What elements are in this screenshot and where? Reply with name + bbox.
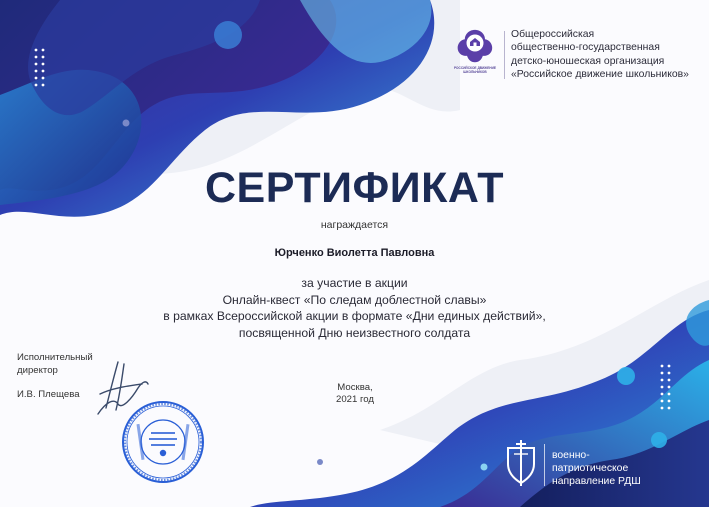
award-reason xyxy=(0,275,709,341)
organization-header xyxy=(449,27,704,83)
location-year: 2021 год xyxy=(335,394,375,405)
direction-label xyxy=(552,450,641,488)
direction-divider xyxy=(544,444,545,486)
header-divider xyxy=(504,31,505,79)
org-name-line: Общероссийская xyxy=(511,29,595,40)
logo-caption: РОССИЙСКОЕ ДВИЖЕНИЕ ШКОЛЬНИКОВ xyxy=(453,66,497,74)
shield-sword-icon xyxy=(504,438,538,488)
direction-line: направление РДШ xyxy=(552,475,641,487)
signatory-name: И.В. Плещева xyxy=(17,389,80,400)
org-name-line: детско-юношеская организация xyxy=(511,55,665,67)
certificate-title: СЕРТИФИКАТ xyxy=(204,164,505,212)
org-name-line: «Российское движение школьников» xyxy=(511,69,689,81)
direction-line: военно- xyxy=(552,450,590,461)
recipient-name: Юрченко Виолетта Павловна xyxy=(274,247,435,259)
signatory-title-line: Исполнительный xyxy=(17,352,93,363)
round-stamp xyxy=(121,400,205,484)
certificate-subtitle: награждается xyxy=(320,219,389,231)
location-date xyxy=(300,382,410,406)
location-city: Москва, xyxy=(337,382,373,393)
direction-block xyxy=(504,438,704,493)
direction-line: патриотическое xyxy=(552,462,629,474)
signatory-title-line: директор xyxy=(17,364,58,376)
org-name-line: общественно-государственная xyxy=(511,42,660,54)
reason-line: посвященной Дню неизвестного солдата xyxy=(238,325,471,340)
reason-line: Онлайн-квест «По следам доблестной славы» xyxy=(222,292,487,307)
organization-name xyxy=(511,28,706,82)
reason-line: за участие в акции xyxy=(301,276,408,290)
reason-line: в рамках Всероссийской акции в формате «Дни единых действий», xyxy=(163,309,546,323)
